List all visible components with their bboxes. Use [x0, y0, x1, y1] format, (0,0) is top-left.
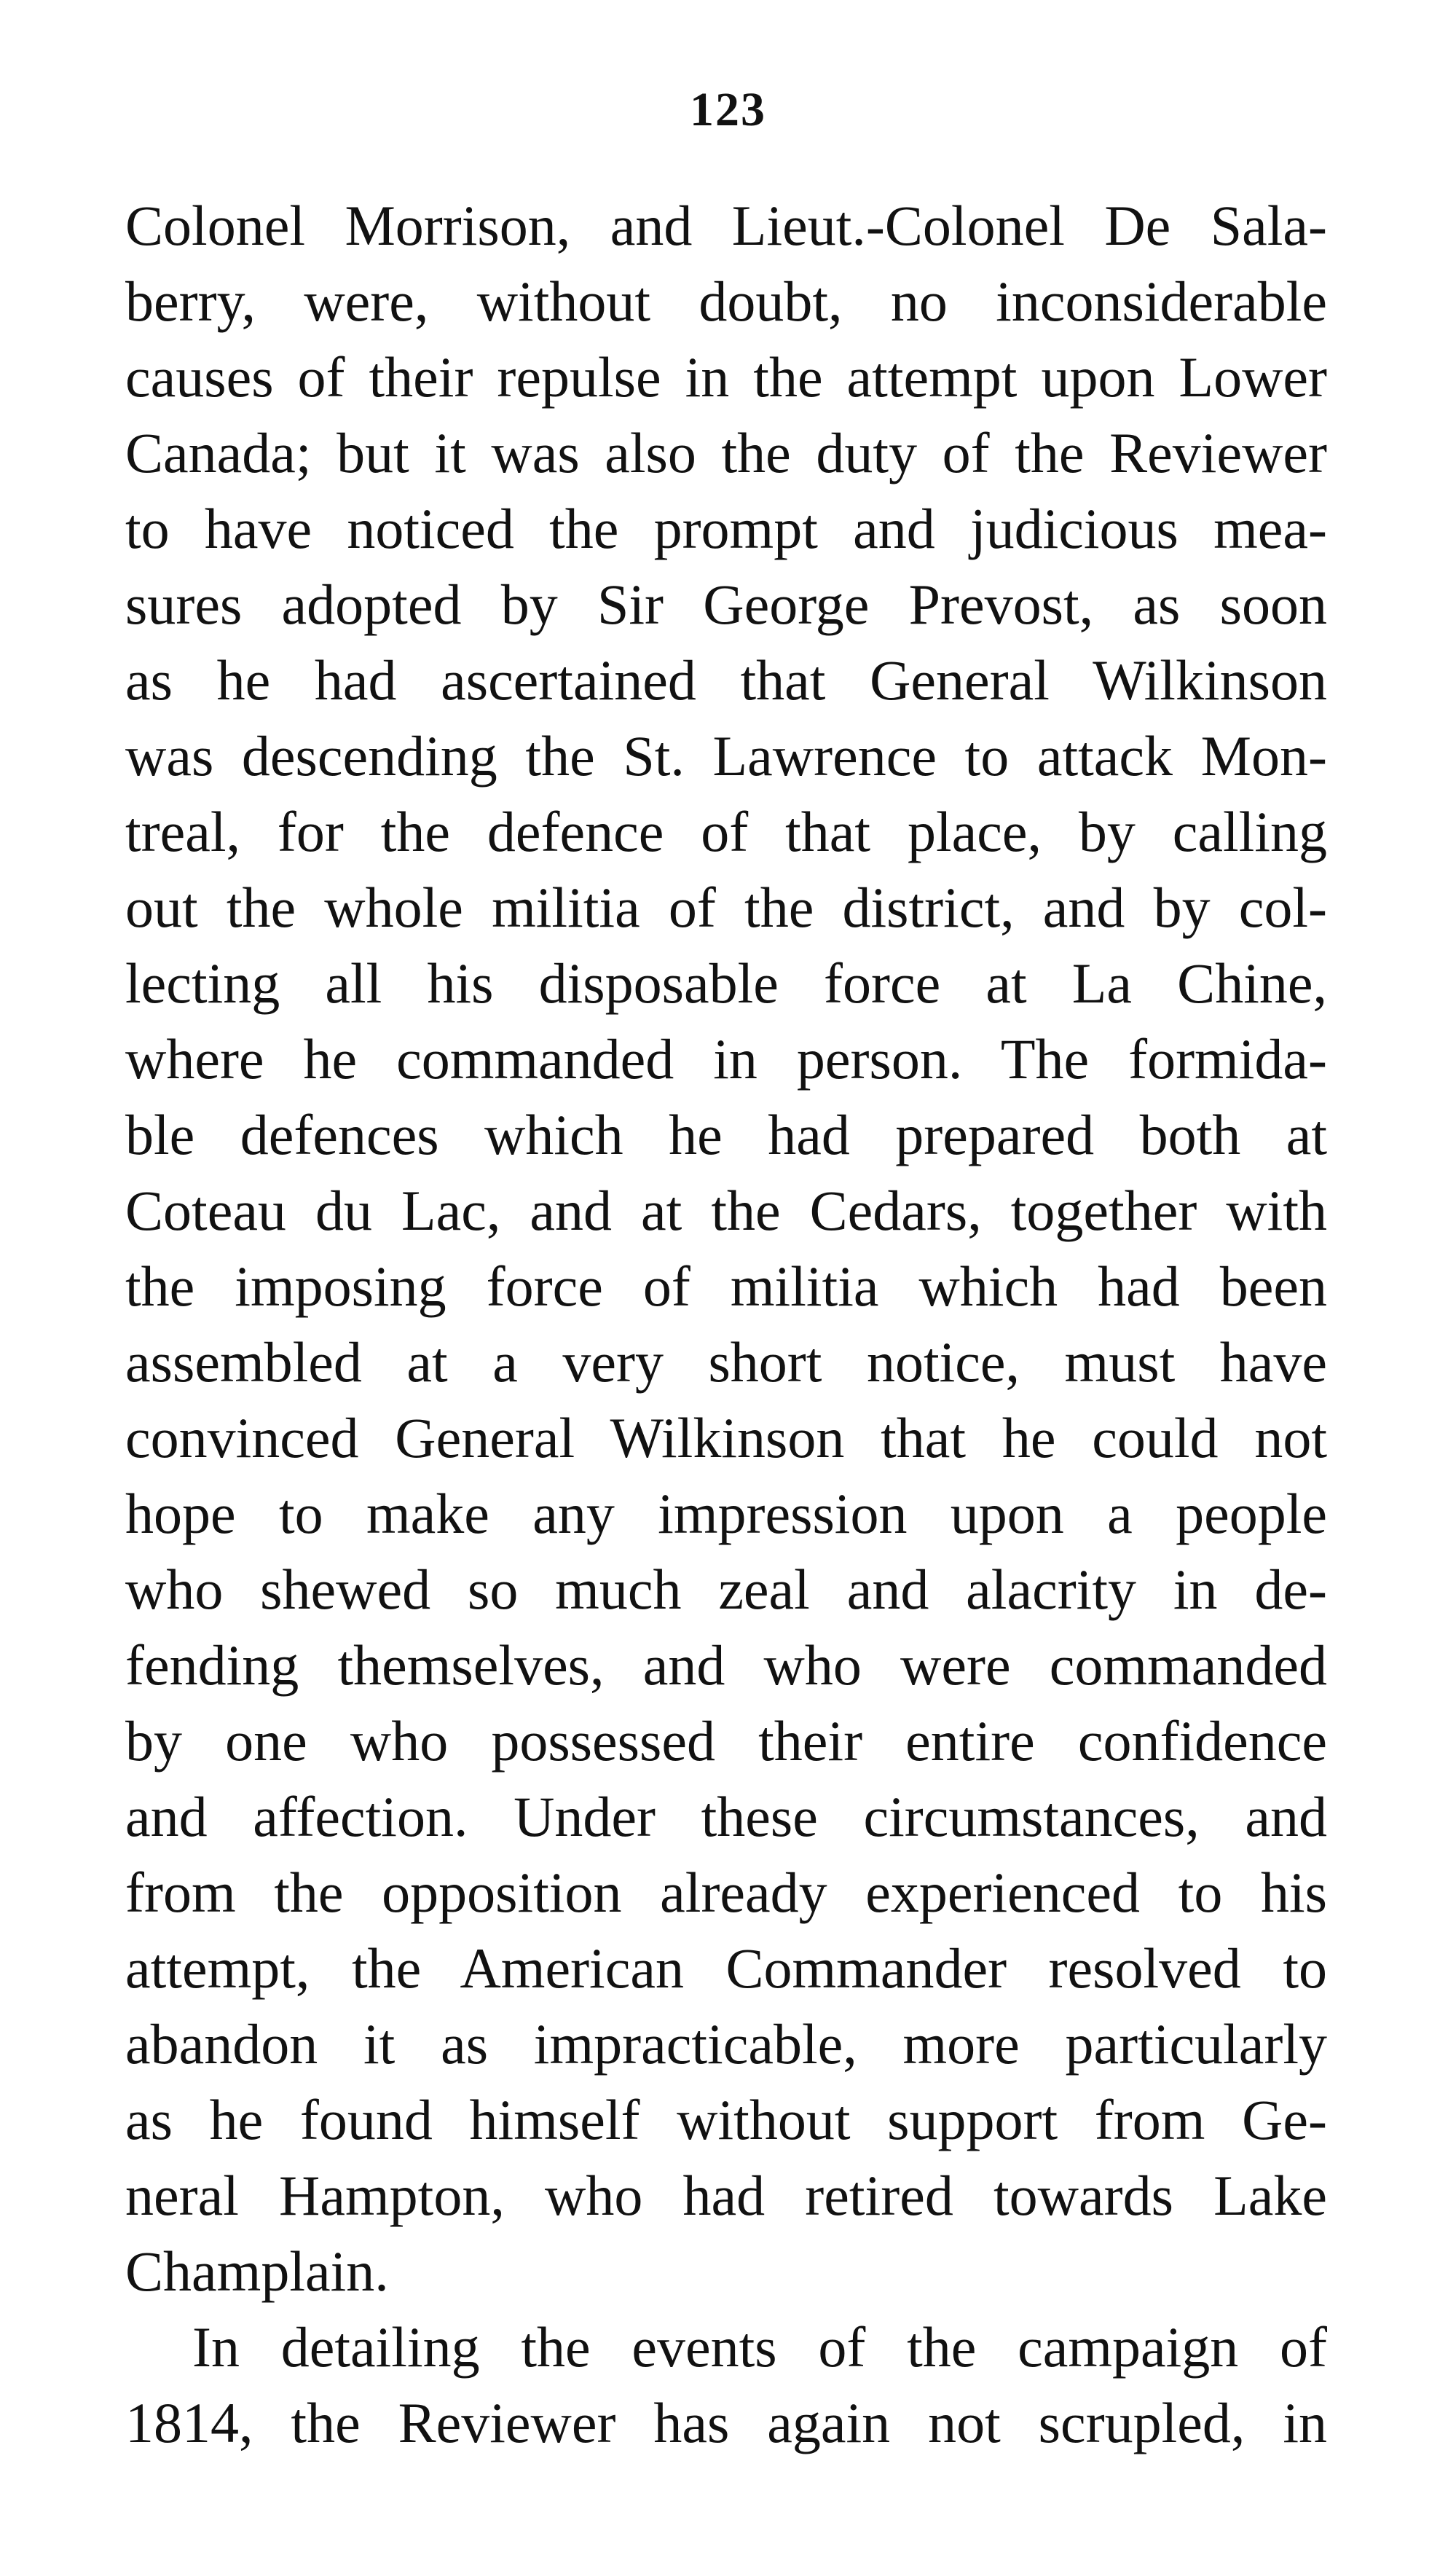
text-line: where he commanded in person. The formida-	[125, 1027, 1327, 1091]
text-line: and affection. Under these circumstances, and	[125, 1785, 1327, 1848]
text-line: abandon it as impracticable, more particularly	[125, 2012, 1327, 2076]
text-line: Champlain.	[125, 2240, 389, 2303]
text-line: convinced General Wilkinson that he could not	[125, 1406, 1327, 1469]
text-line: was descending the St. Lawrence to attack Mon-	[125, 724, 1327, 788]
text-line: from the opposition already experienced to his	[125, 1861, 1327, 1924]
body-text	[125, 188, 1327, 2461]
text-line: attempt, the American Commander resolved to	[125, 1936, 1327, 2000]
text-line: as he had ascertained that General Wilkinson	[125, 648, 1327, 712]
text-line: 1814, the Reviewer has again not scrupled, in	[125, 2391, 1327, 2454]
paragraph-2	[125, 2309, 1327, 2461]
text-line: ble defences which he had prepared both at	[125, 1103, 1327, 1166]
text-line: to have noticed the prompt and judicious mea-	[125, 497, 1327, 560]
text-line: as he found himself without support from Ge-	[125, 2088, 1327, 2151]
text-line: sures adopted by Sir George Prevost, as soon	[125, 573, 1327, 636]
text-line: Canada; but it was also the duty of the Reviewer	[125, 421, 1327, 484]
text-line: lecting all his disposable force at La Chine,	[125, 951, 1327, 1015]
text-line: neral Hampton, who had retired towards Lake	[125, 2164, 1327, 2227]
text-line: In detailing the events of the campaign of	[192, 2315, 1327, 2379]
text-line: out the whole militia of the district, and by col-	[125, 876, 1327, 939]
text-line: causes of their repulse in the attempt upon Lower	[125, 345, 1327, 409]
text-line: treal, for the defence of that place, by calling	[125, 800, 1327, 863]
text-line: Coteau du Lac, and at the Cedars, together with	[125, 1179, 1327, 1242]
text-line: assembled at a very short notice, must have	[125, 1330, 1327, 1394]
text-line: by one who possessed their entire confidence	[125, 1709, 1327, 1773]
paragraph-1	[125, 188, 1327, 2309]
text-line: Colonel Morrison, and Lieut.-Colonel De Sala-	[125, 194, 1327, 257]
page-number: 123	[690, 83, 766, 136]
text-line: the imposing force of militia which had been	[125, 1255, 1327, 1318]
text-line: fending themselves, and who were commanded	[125, 1633, 1327, 1697]
text-line: hope to make any impression upon a people	[125, 1482, 1327, 1545]
text-line: berry, were, without doubt, no inconsiderable	[125, 270, 1327, 333]
text-line: who shewed so much zeal and alacrity in de-	[125, 1558, 1327, 1621]
